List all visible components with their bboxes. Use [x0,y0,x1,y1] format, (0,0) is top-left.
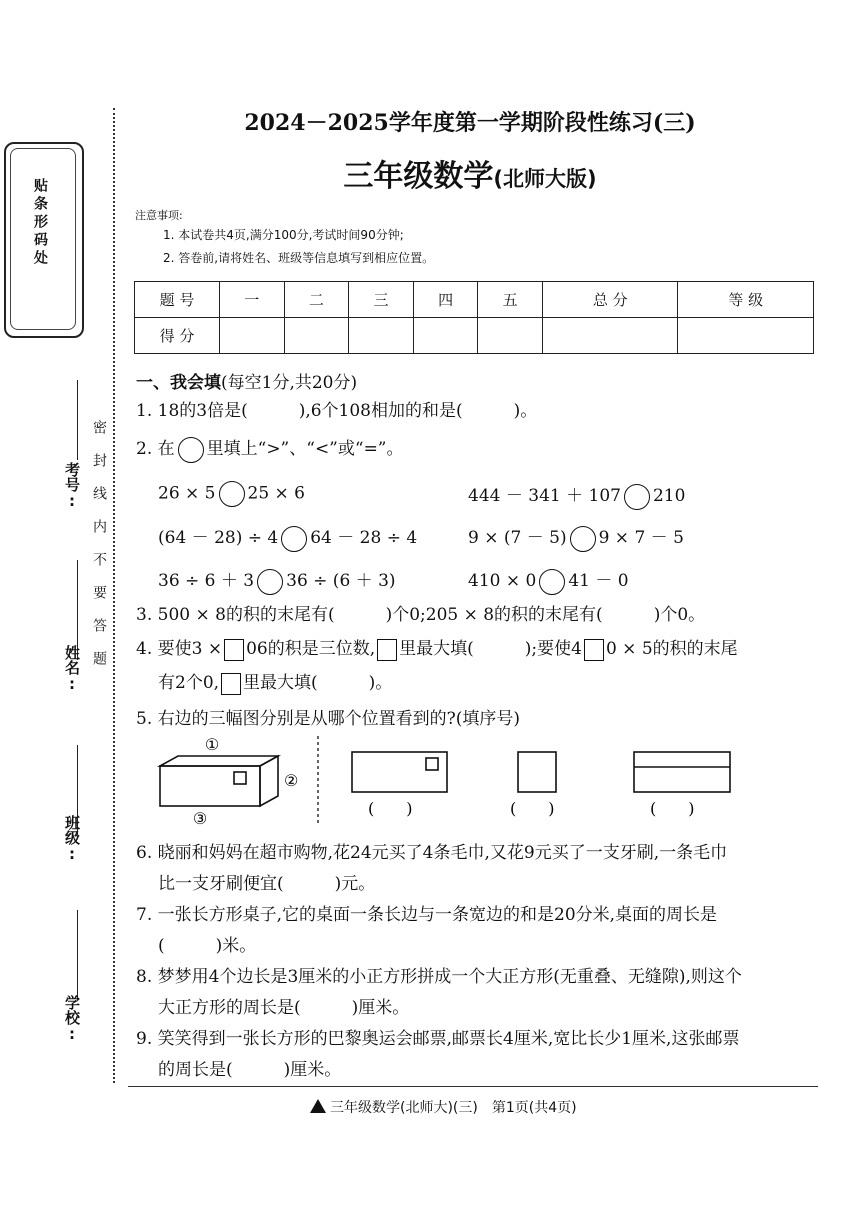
seal-line-text: 密封线内不要答题 [91,420,107,684]
score-cell[interactable] [220,318,285,354]
expr-right: 9 × 7 － 5 [598,528,684,548]
title-main: 三年级数学 [343,159,494,194]
table-cell: 五 [478,282,543,318]
answer-circle[interactable] [624,484,650,510]
square-blank-icon [221,673,241,695]
expr-left: 444 － 341 ＋ 107 [468,486,621,506]
answer-paren-b[interactable]: ( ) [510,799,555,818]
page-footer [310,1097,577,1117]
table-cell: 二 [284,282,349,318]
section-points: (每空1分,共20分) [221,373,358,393]
answer-circle[interactable] [539,569,565,595]
score-cell[interactable] [284,318,349,354]
expr-right: 36 ÷ (6 ＋ 3) [286,571,396,591]
view-b-figure [518,752,556,792]
expr-left: 9 × (7 － 5) [468,528,567,548]
expr-right: 210 [652,486,686,506]
exam-subtitle: 2024－2025学年度第一学期阶段性练习(三) [244,110,696,136]
answer-circle[interactable] [281,526,307,552]
question-4-line2 [158,668,392,699]
q5-figures [150,736,810,826]
score-cell[interactable] [349,318,414,354]
footer-text: 三年级数学(北师大)(三) 第1页(共4页) [330,1100,577,1116]
table-cell: 得 分 [135,318,220,354]
square-blank[interactable] [584,639,604,661]
comparison-item [468,481,685,510]
footer-rule [128,1086,818,1087]
square-blank[interactable] [224,639,244,661]
table-cell: 三 [349,282,414,318]
question-3: 3. 500 × 8的积的末尾有( )个0;205 × 8的积的末尾有( )个0。 [136,605,706,625]
score-table-header-row [135,282,814,318]
note-item: 1. 本试卷共4页,满分100分,考试时间90分钟; [163,228,404,242]
score-table-score-row [135,318,814,354]
question-6-line2: 比一支牙刷便宜( )元。 [158,874,376,894]
table-cell: 等 级 [678,282,814,318]
expr-right: 64 － 28 ÷ 4 [310,528,418,548]
exam-no-label: 考号: [63,462,81,510]
title-edition: (北师大版) [493,167,597,191]
q4-text: 有2个0, [158,673,220,693]
page-title [300,151,640,195]
circle-blank-icon [178,437,204,463]
comparison-item [468,523,684,552]
exam-no-line [77,380,78,460]
table-cell: 一 [220,282,285,318]
question-7-line1: 7. 一张长方形桌子,它的桌面一条长边与一条宽边的和是20分米,桌面的周长是 [136,905,718,925]
question-8-line1: 8. 梦梦用4个边长是3厘米的小正方形拼成一个大正方形(无重叠、无缝隙),则这个 [136,967,742,987]
comparison-item [158,481,305,507]
comparison-item [158,566,396,595]
expr-left: 26 × 5 [158,483,216,504]
view-mark-3: ③ [192,809,208,826]
barcode-label: 贴条形码处 [32,178,48,268]
question-1: 1. 18的3倍是( ),6个108相加的和是( )。 [136,401,538,421]
question-4-line1 [136,634,738,665]
question-8-line2: 大正方形的周长是( )厘米。 [158,998,410,1018]
answer-paren-a[interactable]: ( ) [368,799,413,818]
q4-text: 0 × 5的积的末尾 [605,639,738,659]
question-5: 5. 右边的三幅图分别是从哪个位置看到的?(填序号) [136,709,521,729]
square-blank-icon [377,639,397,661]
school-label: 学校: [63,995,81,1043]
view-figures [352,752,730,792]
expr-left: (64 － 28) ÷ 4 [158,528,279,548]
expr-left: 36 ÷ 6 ＋ 3 [158,571,255,591]
score-cell[interactable] [413,318,478,354]
q4-text: 里最大填( );要使4 [399,639,582,659]
publisher-logo-icon [310,1099,326,1113]
expr-right: 25 × 6 [247,483,305,504]
table-cell: 四 [413,282,478,318]
view-a-window [426,758,438,770]
question-7-line2: ( )米。 [158,936,257,956]
q2-text-post: 里填上“>”、“<”或“=”。 [206,439,404,459]
school-line [77,910,78,1000]
notes-title: 注意事项: [135,209,183,222]
note-item: 2. 答卷前,请将姓名、班级等信息填写到相应位置。 [163,251,435,265]
answer-paren-c[interactable]: ( ) [650,799,695,818]
table-cell: 题 号 [135,282,220,318]
answer-circle[interactable] [570,526,596,552]
answer-circle[interactable] [219,481,245,507]
section-name: 一、我会填 [136,373,221,393]
question-9-line2: 的周长是( )厘米。 [158,1060,342,1080]
score-table [134,281,814,354]
q4-text: 06的积是三位数, [246,639,376,659]
q4-text: 4. 要使3 × [136,639,223,659]
question-9-line1: 9. 笑笑得到一张长方形的巴黎奥运会邮票,邮票长4厘米,宽比长少1厘米,这张邮票 [136,1029,740,1049]
q4-text: 里最大填( )。 [243,673,393,693]
comparison-item [468,566,629,595]
view-mark-1: ① [204,736,220,754]
section-title [136,368,357,393]
name-label: 姓名: [63,645,81,693]
class-label: 班级: [63,815,81,863]
score-cell[interactable] [678,318,814,354]
view-c-figure [634,752,730,792]
score-cell[interactable] [542,318,677,354]
question-6-line1: 6. 晓丽和妈妈在超市购物,花24元买了4条毛巾,又花9元买了一支牙刷,一条毛巾 [136,843,728,863]
cuboid-figure [160,756,278,806]
view-mark-2: ② [284,771,299,790]
answer-circle[interactable] [257,569,283,595]
expr-left: 410 × 0 [468,571,537,591]
score-cell[interactable] [478,318,543,354]
question-2 [136,434,404,465]
seal-dotted-line [113,108,115,1083]
table-cell: 总 分 [542,282,677,318]
q2-text-pre: 2. 在 [136,439,175,459]
expr-right: 41 － 0 [568,571,629,591]
comparison-item [158,523,417,552]
